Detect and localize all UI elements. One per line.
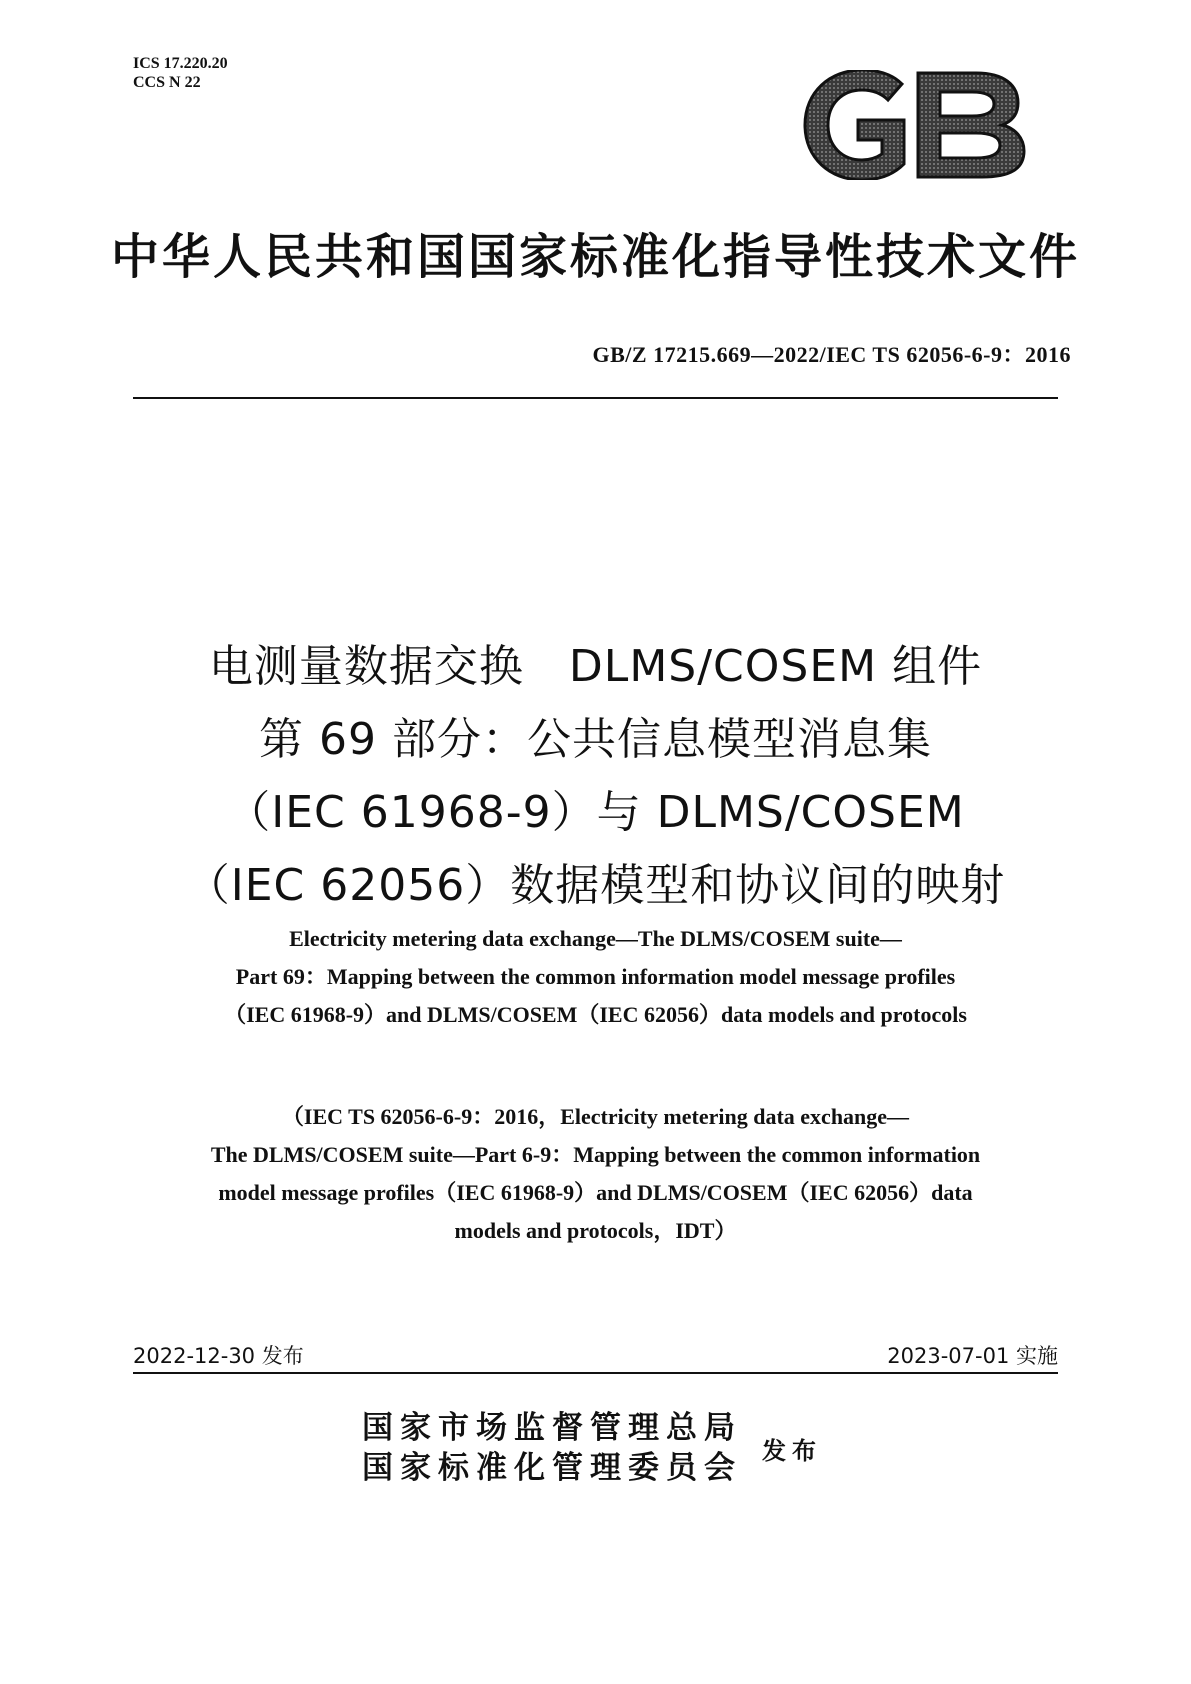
ics-code: ICS 17.220.20 <box>133 55 228 72</box>
issuer-sac: 国家标准化管理委员会 <box>362 1450 742 1486</box>
adoption-note <box>60 1098 1131 1250</box>
document-type-title: 中华人民共和国国家标准化指导性技术文件 <box>110 229 1080 285</box>
ccs-code: CCS N 22 <box>133 74 201 91</box>
english-title-line: （IEC 61968-9）and DLMS/COSEM（IEC 62056）data models and protocols <box>224 1002 967 1027</box>
chinese-title <box>60 630 1131 922</box>
chinese-title-line: （IEC 61968-9）与 DLMS/COSEM <box>226 787 965 838</box>
issue-date: 2022-12-30 发布 <box>133 1344 304 1368</box>
standard-number: GB/Z 17215.669—2022/IEC TS 62056-6-9：2016 <box>592 342 1071 367</box>
english-title-line: Electricity metering data exchange—The DLMS/COSEM suite— <box>289 926 902 951</box>
adoption-line: The DLMS/COSEM suite—Part 6-9：Mapping between the common information <box>210 1142 981 1167</box>
english-title <box>60 920 1131 1034</box>
adoption-line: （IEC TS 62056-6-9：2016，Electricity metering data exchange— <box>281 1104 910 1129</box>
implementation-date: 2023-07-01 实施 <box>887 1344 1058 1368</box>
gb-logo <box>800 70 1030 180</box>
english-title-line: Part 69：Mapping between the common information model message profiles <box>235 964 956 989</box>
adoption-line: model message profiles（IEC 61968-9）and DLMS/COSEM（IEC 62056）data <box>218 1180 973 1205</box>
header-divider <box>133 397 1058 399</box>
publish-label: 发布 <box>762 1436 822 1465</box>
chinese-title-line: 第 69 部分：公共信息模型消息集 <box>259 714 932 765</box>
footer-divider <box>133 1372 1058 1374</box>
issuer-samr: 国家市场监督管理总局 <box>362 1410 742 1446</box>
issuing-authorities <box>362 1408 742 1488</box>
chinese-title-line: （IEC 62056）数据模型和协议间的映射 <box>185 860 1006 911</box>
adoption-line: models and protocols，IDT） <box>454 1218 737 1243</box>
chinese-title-line: 电测量数据交换 DLMS/COSEM 组件 <box>208 641 983 692</box>
classification-codes <box>133 54 228 92</box>
